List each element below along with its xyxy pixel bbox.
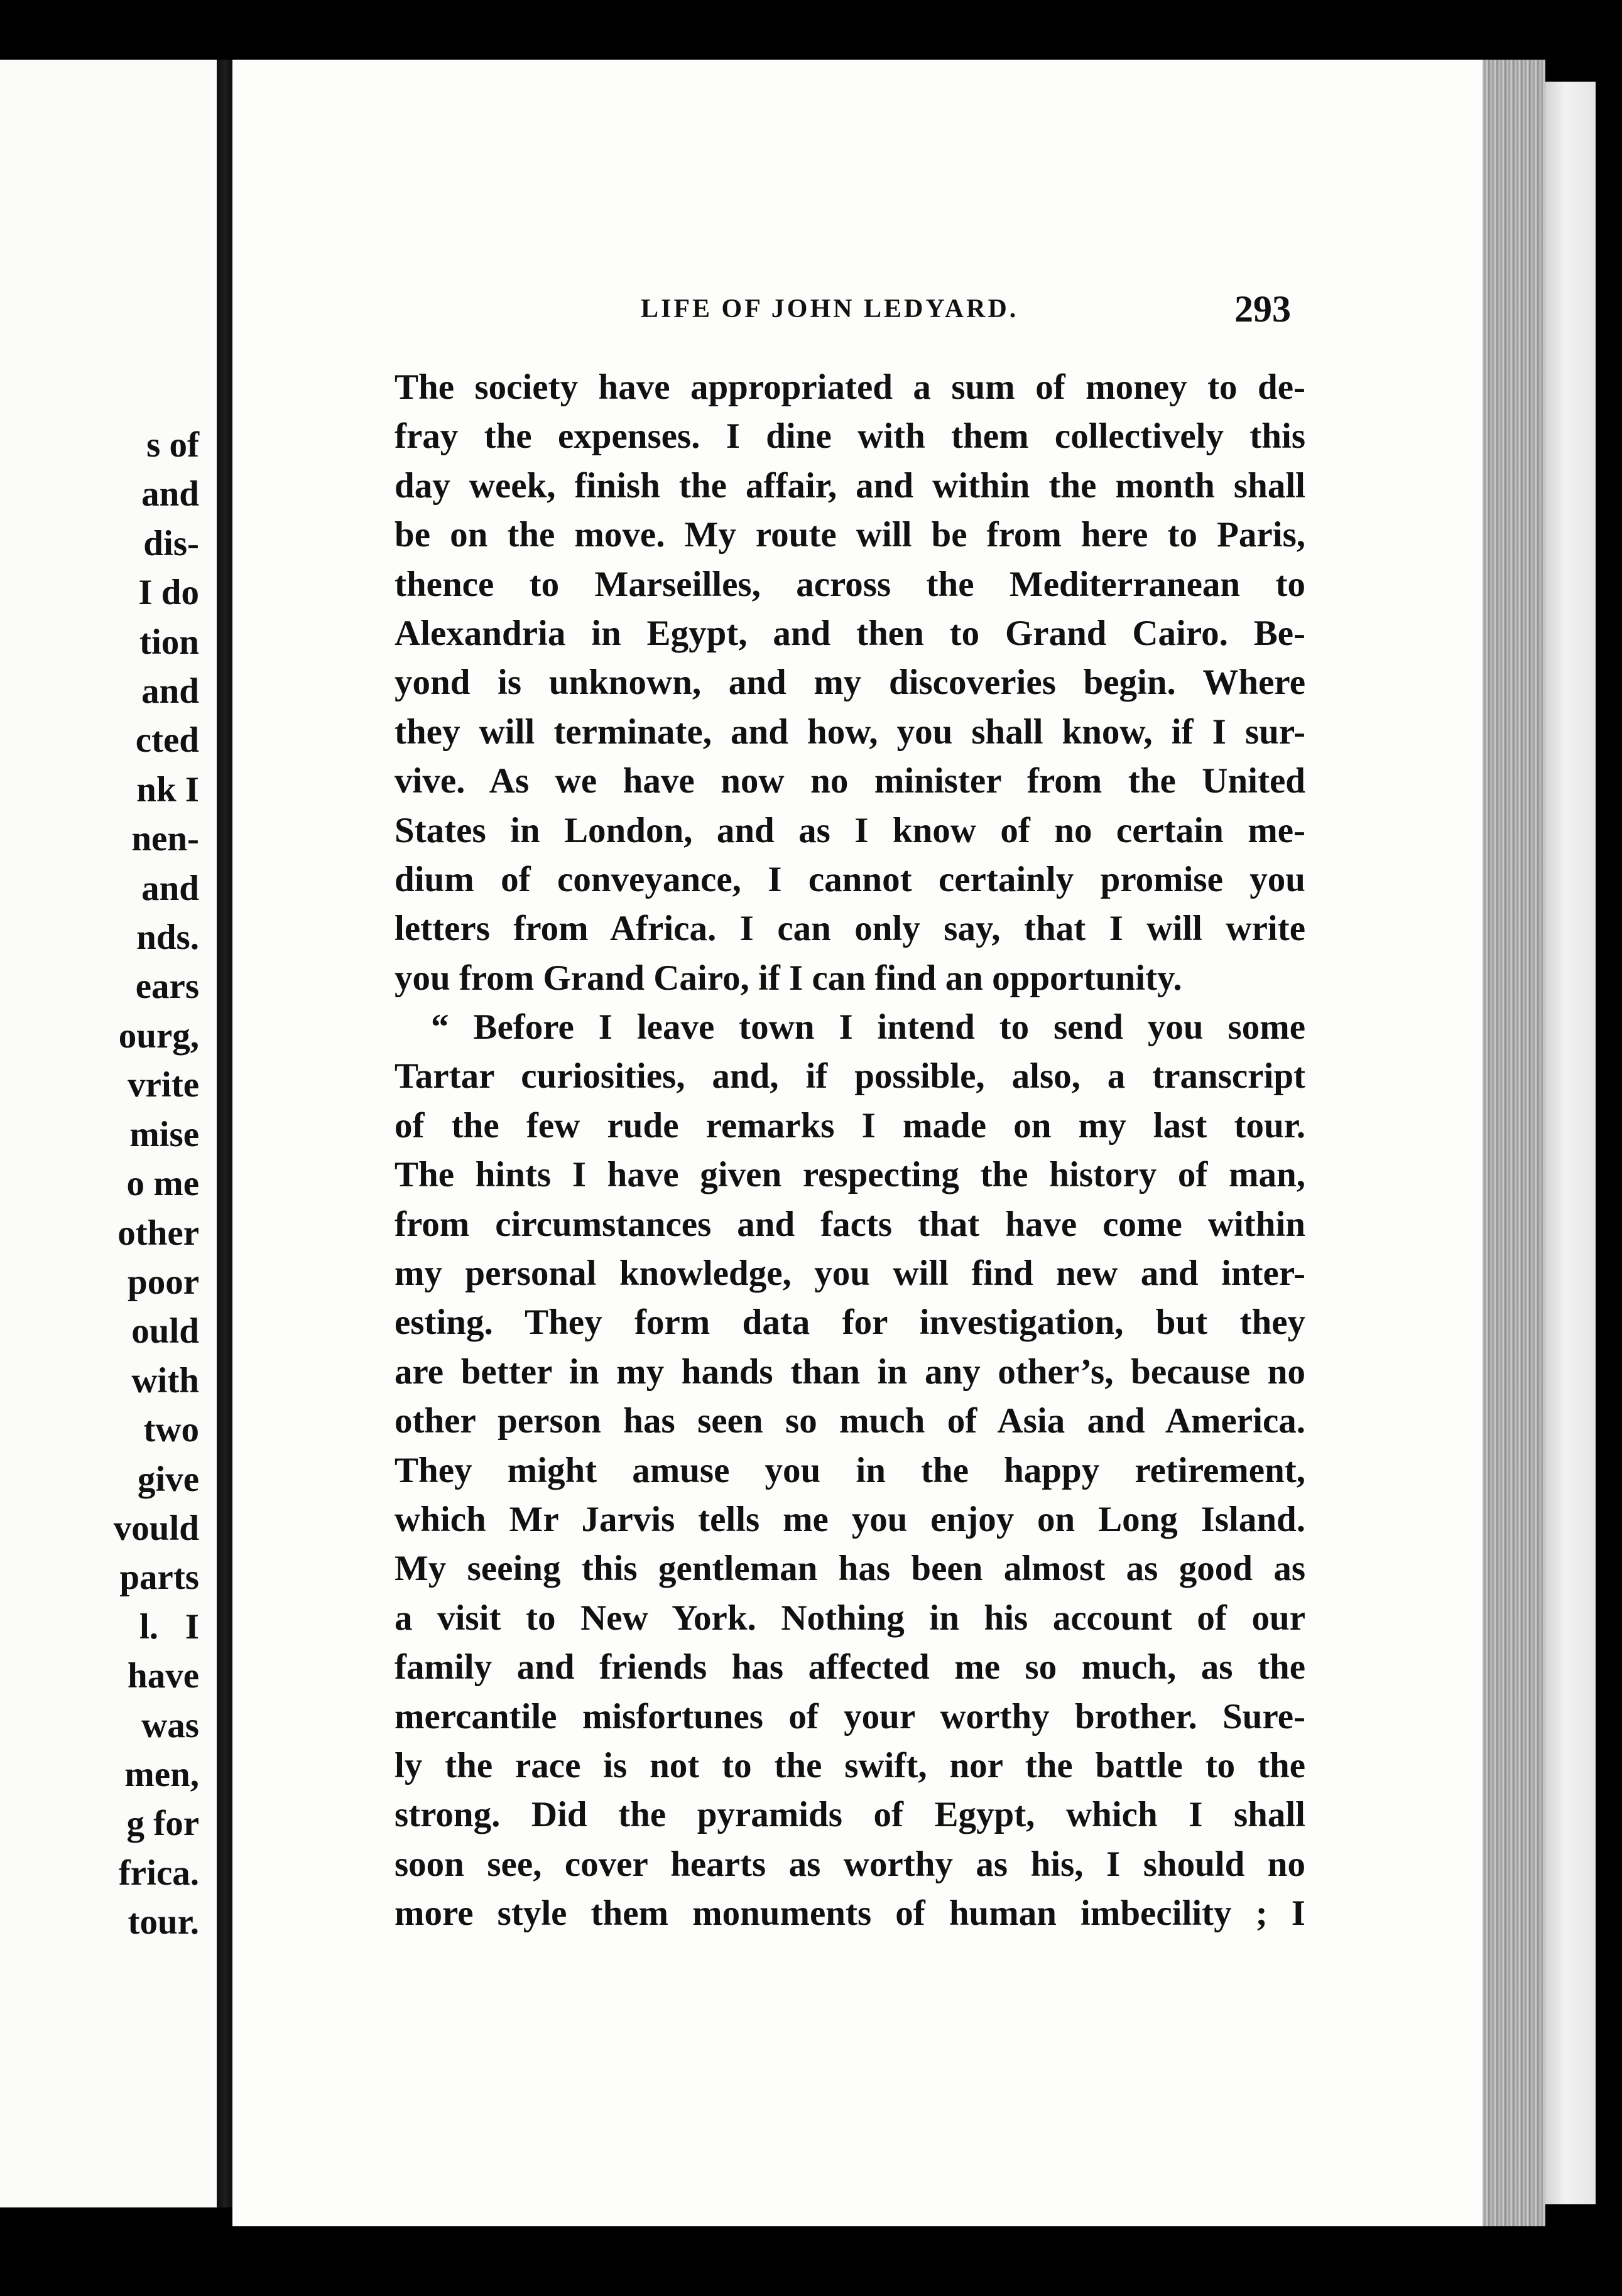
- body-line: you from Grand Cairo, if I can find an opportunity.: [395, 958, 1182, 998]
- body-line: yond is unknown, and my discoveries begin. Where: [395, 663, 1305, 703]
- body-line: “ Before I leave town I intend to send you some: [431, 1007, 1305, 1048]
- body-line: The society have appropriated a sum of money to de-: [395, 367, 1305, 407]
- body-line: other person has seen so much of Asia and America.: [395, 1401, 1305, 1441]
- left-page-text: [114, 421, 199, 1947]
- left-line: tour.: [128, 1902, 199, 1942]
- body-line: my personal knowledge, you will find new and inter-: [395, 1254, 1305, 1294]
- body-line: a visit to New York. Nothing in his account of our: [395, 1598, 1305, 1638]
- body-line: strong. Did the pyramids of Egypt, which I shall: [395, 1795, 1305, 1835]
- left-line: dis-: [143, 523, 199, 563]
- left-line: tion: [139, 622, 199, 662]
- body-line: family and friends has affected me so much, as the: [395, 1647, 1305, 1687]
- left-page: [0, 60, 217, 2207]
- left-line: ould: [131, 1311, 199, 1351]
- left-line: ourg,: [118, 1015, 199, 1056]
- left-line: s of: [146, 425, 199, 465]
- left-line: g for: [126, 1804, 199, 1844]
- page-edges: [1483, 60, 1545, 2226]
- body-line: States in London, and as I know of no certain me-: [395, 810, 1305, 850]
- body-line: they will terminate, and how, you shall know, if I sur-: [395, 712, 1305, 752]
- page-number: 293: [1234, 288, 1291, 330]
- left-line: l. I: [139, 1606, 199, 1647]
- body-line: are better in my hands than in any other’s, because no: [395, 1351, 1305, 1392]
- left-line: parts: [119, 1557, 199, 1598]
- body-line: esting. They form data for investigation, but they: [395, 1302, 1305, 1343]
- left-line: and: [141, 868, 199, 908]
- left-line: nk I: [136, 769, 199, 810]
- left-line: give: [137, 1459, 199, 1499]
- left-line: frica.: [118, 1853, 199, 1893]
- body-line: ly the race is not to the swift, nor the battle to the: [395, 1745, 1305, 1785]
- body-line: which Mr Jarvis tells me you enjoy on Long Island.: [395, 1499, 1305, 1539]
- left-line: other: [117, 1213, 199, 1253]
- left-line: and: [141, 474, 199, 514]
- running-head: LIFE OF JOHN LEDYARD.: [641, 295, 1019, 323]
- left-line: men,: [124, 1754, 199, 1794]
- body-line: letters from Africa. I can only say, that I will write: [395, 909, 1305, 949]
- left-line: ears: [135, 967, 199, 1007]
- left-line: vould: [113, 1508, 199, 1548]
- body-line: fray the expenses. I dine with them collectively this: [395, 416, 1305, 457]
- body-line: Tartar curiosities, and, if possible, also, a transcript: [395, 1056, 1305, 1097]
- body-line: day week, finish the affair, and within the month shall: [395, 465, 1305, 506]
- body-line: thence to Marseilles, across the Mediterranean to: [395, 564, 1305, 604]
- body-line: soon see, cover hearts as worthy as his, I should no: [395, 1844, 1305, 1884]
- book-gutter: [217, 60, 232, 2207]
- left-line: was: [141, 1705, 199, 1745]
- body-line: of the few rude remarks I made on my last tour.: [395, 1105, 1305, 1145]
- left-line: mise: [129, 1114, 199, 1154]
- body-line: Alexandria in Egypt, and then to Grand Cairo. Be-: [395, 613, 1305, 653]
- left-line: and: [141, 671, 199, 712]
- left-line: two: [143, 1410, 199, 1450]
- left-line: vrite: [128, 1065, 199, 1105]
- body-line: more style them monuments of human imbecility ; I: [395, 1893, 1305, 1934]
- body-line: mercantile misfortunes of your worthy brother. Sure-: [395, 1696, 1305, 1736]
- body-line: The hints I have given respecting the history of man,: [395, 1155, 1305, 1195]
- left-line: nen-: [131, 819, 199, 859]
- left-line: cted: [135, 720, 199, 761]
- left-line: o me: [126, 1164, 199, 1204]
- page-body: [395, 363, 1305, 1939]
- body-line: vive. As we have now no minister from the United: [395, 761, 1305, 801]
- body-line: My seeing this gentleman has been almost as good as: [395, 1549, 1305, 1589]
- body-line: dium of conveyance, I cannot certainly promise you: [395, 859, 1305, 899]
- body-line: be on the move. My route will be from here to Paris,: [395, 515, 1305, 555]
- left-line: have: [128, 1656, 199, 1696]
- left-line: with: [131, 1360, 199, 1400]
- left-line: I do: [138, 573, 199, 613]
- body-line: They might amuse you in the happy retirement,: [395, 1450, 1305, 1490]
- body-line: from circumstances and facts that have come within: [395, 1204, 1305, 1244]
- left-line: nds.: [136, 918, 199, 958]
- left-line: poor: [128, 1262, 199, 1302]
- book-edge: [1545, 82, 1596, 2204]
